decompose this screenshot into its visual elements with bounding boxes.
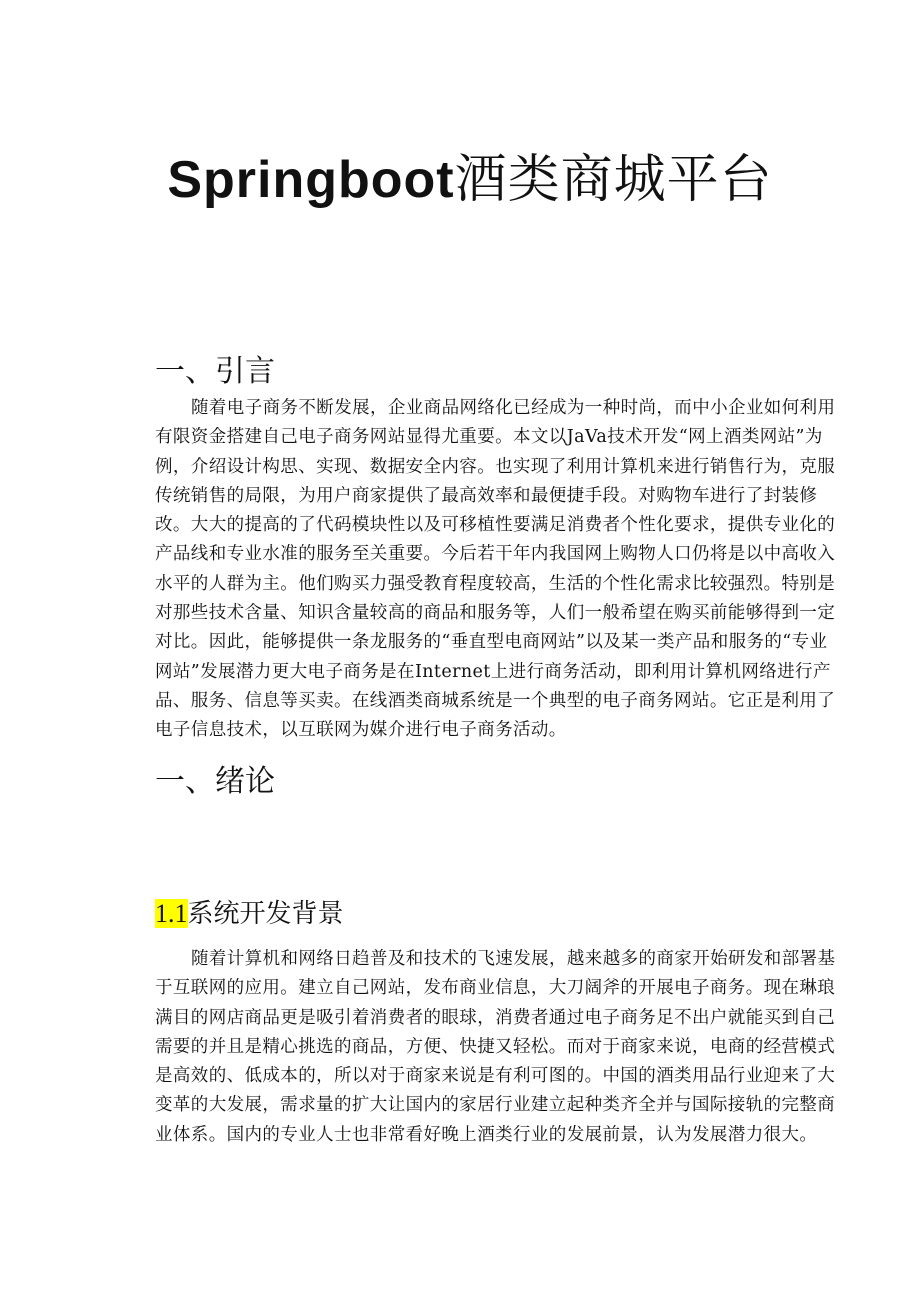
title-latin: Springboot <box>167 151 455 209</box>
subsection-title: 系统开发背景 <box>187 899 344 929</box>
section-heading-overview: 一、绪论 <box>155 764 275 799</box>
title-cjk: 酒类商城平台 <box>454 150 773 210</box>
document-title <box>150 148 790 212</box>
subsection-number: 1.1 <box>155 899 188 928</box>
introduction-paragraph: 随着电子商务不断发展，企业商品网络化已经成为一种时尚，而中小企业如何利用有限资金搭建自己电子商务网站显得尤重要。本文以JaVa技术开发“网上酒类网站”为例，介绍设计构思、实现、数据安全内容。也实现了利用计算机来进行销售行为，克服传统销售的局限，为用户商家提供了最高效率和最便捷手段。对购物车进行了封装修改。大大的提高的了代码模块性以及可移植性要满足消费者个性化要求，提供专业化的产品线和专业水准的服务至关重要。今后若干年内我国网上购物人口仍将是以中高收入水平的人群为主。他们购买力强受教育程度较高，生活的个性化需求比较强烈。特别是对那些技术含量、知识含量较高的商品和服务等，人们一般希望在购买前能够得到一定对比。因此，能够提供一条龙服务的“垂直型电商网站”以及某一类产品和服务的“专业网站”发展潜力更大电子商务是在Internet上进行商务活动，即利用计算机网络进行产品、服务、信息等买卖。在线酒类商城系统是一个典型的电子商务网站。它正是利用了电子信息技术，以互联网为媒介进行电子商务活动。 <box>155 398 836 741</box>
section-heading-introduction: 一、引言 <box>155 354 275 389</box>
background-paragraph: 随着计算机和网络日趋普及和技术的飞速发展，越来越多的商家开始研发和部署基于互联网的应用。建立自己网站，发布商业信息，大刀阔斧的开展电子商务。现在琳琅满目的网店商品更是吸引着消费者的眼球，消费者通过电子商务足不出户就能买到自己需要的并且是精心挑选的商品，方便、快捷又轻松。而对于商家来说，电商的经营模式是高效的、低成本的，所以对于商家来说是有利可图的。中国的酒类用品行业迎来了大变革的大发展，需求量的扩大让国内的家居行业建立起种类齐全并与国际接轨的完整商业体系。国内的专业人士也非常看好晚上酒类行业的发展前景，认为发展潜力很大。 <box>155 949 836 1145</box>
subsection-heading-background <box>155 896 344 932</box>
